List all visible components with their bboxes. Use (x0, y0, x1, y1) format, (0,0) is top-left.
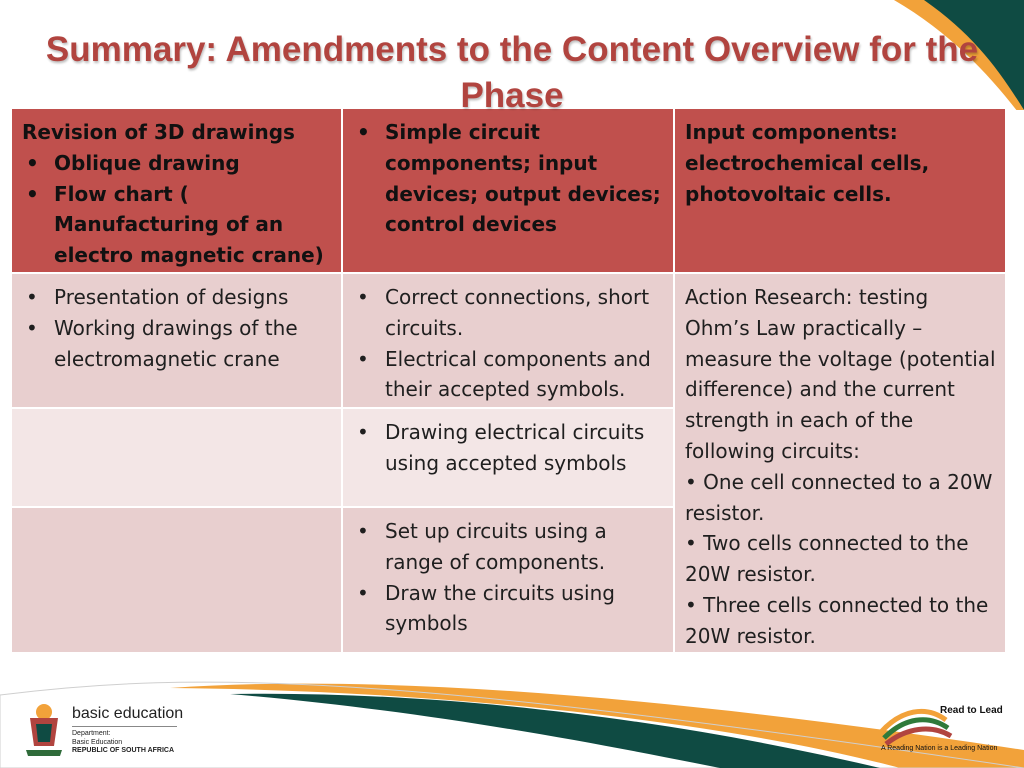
action-research-cell (675, 274, 1005, 652)
row1-col1-list (22, 148, 333, 271)
list-item: • Correct connections, short circuits. (353, 282, 665, 344)
logo-divider (72, 726, 177, 727)
row2-col2-list (353, 282, 665, 405)
slide-title: Summary: Amendments to the Content Overview for the Phase (45, 30, 979, 116)
list-item: • Set up circuits using a range of components. (353, 516, 665, 578)
list-item: • Oblique drawing (22, 148, 333, 179)
action-research-intro: Action Research: testing Ohm’s Law practically – measure the voltage (potential difference) and the current strength in each of the following circuits: (685, 285, 996, 463)
row3-col2-list (353, 417, 665, 479)
row1-col2-list (353, 117, 665, 240)
basic-education-title: basic education (72, 705, 184, 722)
row2-col1-list (22, 282, 333, 374)
row2-col2-cell (343, 274, 673, 407)
list-item: • Flow chart ( Manufacturing of an electro magnetic crane) (22, 179, 333, 271)
circuit-line: • Two cells connected to the 20W resistor. (685, 531, 969, 587)
row4-col2-cell (343, 508, 673, 652)
revision-heading: Revision of 3D drawings (22, 120, 295, 144)
list-item: • Presentation of designs (22, 282, 333, 313)
content-table (12, 109, 1003, 652)
read-to-lead-tagline: A Reading Nation is a Leading Nation (881, 745, 998, 752)
basic-education-logo (72, 704, 183, 756)
input-components-text: Input components: electrochemical cells, photovoltaic cells. (685, 120, 930, 206)
list-item: • Working drawings of the electromagnetic crane (22, 313, 333, 375)
list-item: • Drawing electrical circuits using accepted symbols (353, 417, 665, 479)
row1-col2-cell (343, 109, 673, 272)
row4-col1-cell (12, 508, 341, 652)
read-to-lead-title: Read to Lead (940, 705, 1003, 716)
row1-col1-cell (12, 109, 341, 272)
list-item: • Electrical components and their accepted symbols. (353, 344, 665, 406)
row4-col2-list (353, 516, 665, 639)
list-item: • Simple circuit components; input devices; output devices; control devices (353, 117, 665, 240)
row2-col1-cell (12, 274, 341, 407)
list-item: • Draw the circuits using symbols (353, 578, 665, 640)
circuit-line: • One cell connected to a 20W resistor. (685, 469, 993, 525)
circuit-line: • Three cells connected to the 20W resistor. (685, 592, 989, 648)
country-name: REPUBLIC OF SOUTH AFRICA (72, 747, 175, 754)
row1-col3-cell (675, 109, 1005, 272)
department-name: Basic Education (72, 738, 123, 746)
row3-col2-cell (343, 409, 673, 506)
department-label: Department: (72, 730, 111, 737)
row3-col1-cell (12, 409, 341, 506)
